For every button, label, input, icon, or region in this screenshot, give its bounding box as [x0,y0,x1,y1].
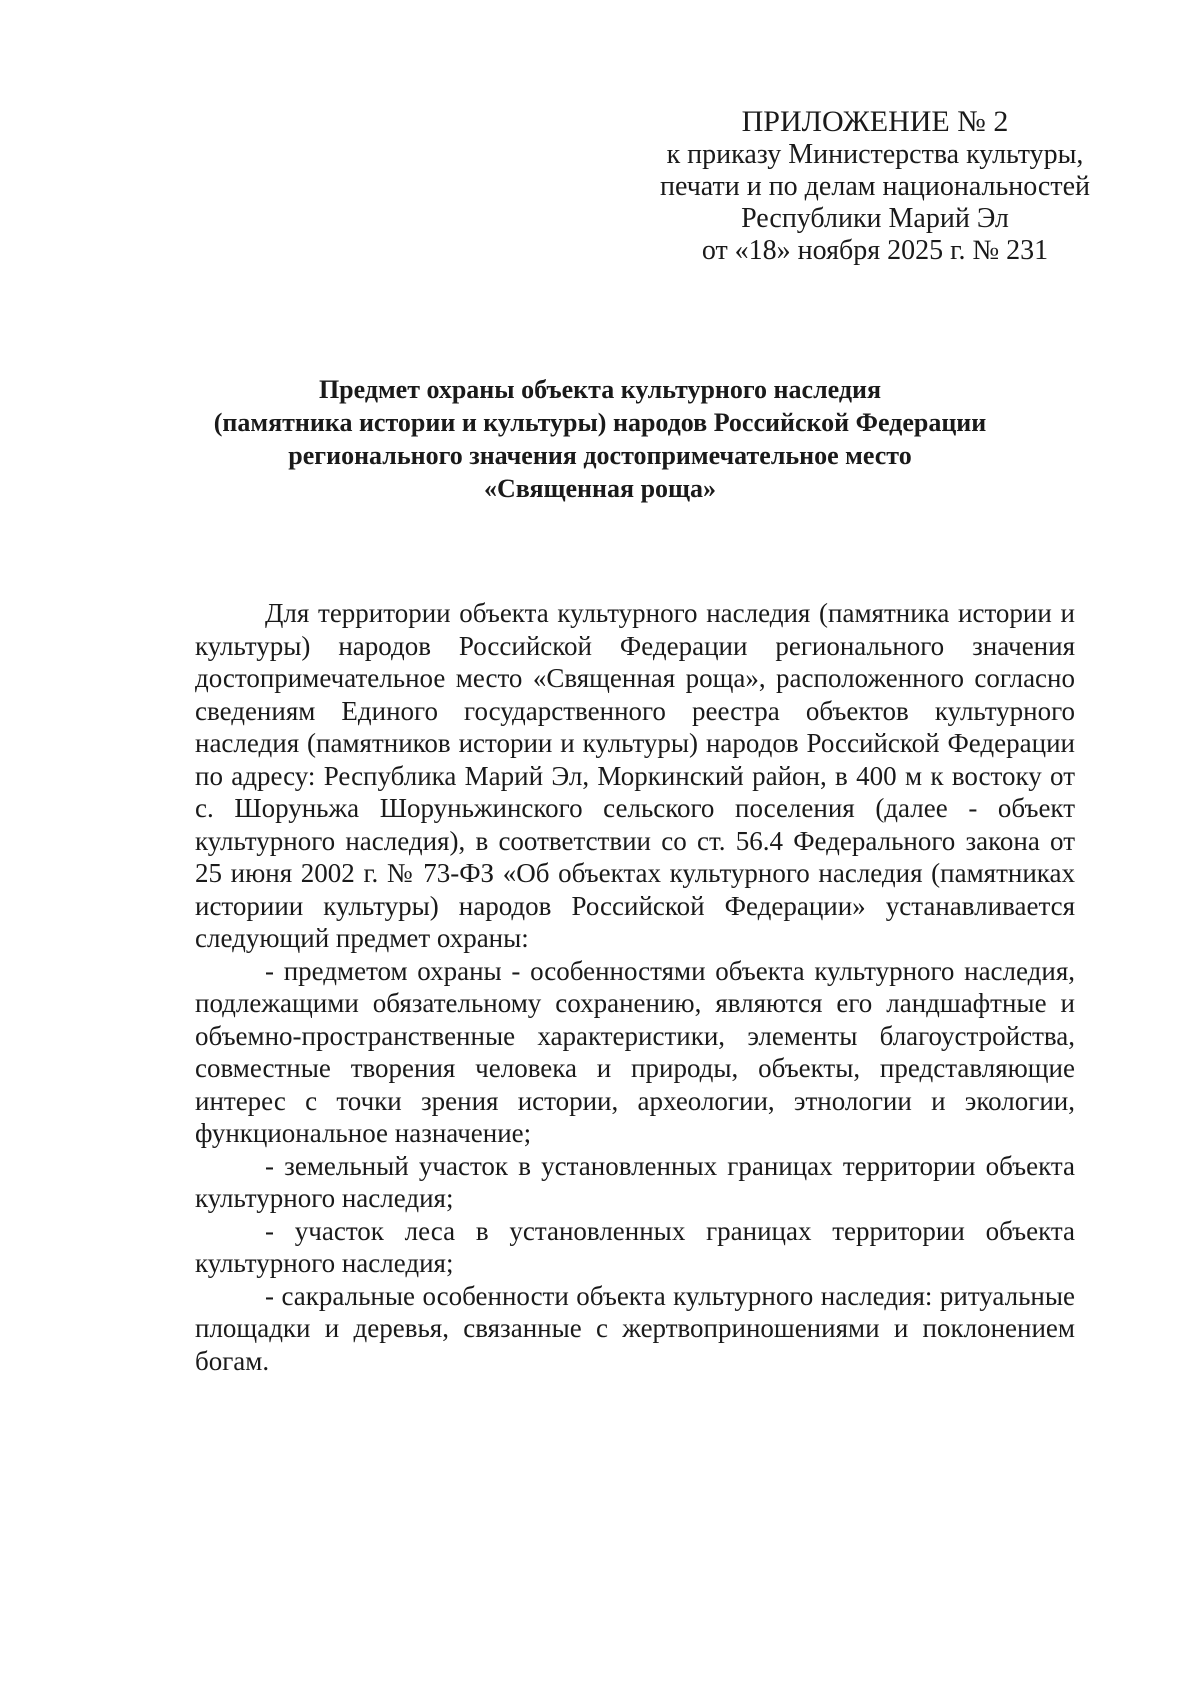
title-line: регионального значения достопримечательное место [288,441,912,470]
appendix-title: ПРИЛОЖЕНИЕ № 2 [741,105,1009,138]
title-line: (памятника истории и культуры) народов Российской Федерации [213,408,987,437]
list-item: - предметом охраны - особенностями объекта культурного наследия, подлежащими обязательному сохранению, являются его ландшафтные и объемно-пространственные характеристики, элементы благоустройства, совместные творения человека и природы, объекты, представляющие интерес с точки зрения истории, археологии, этнологии и экологии, функциональное назначение; [195,955,1075,1148]
document-title [140,373,1060,505]
intro-paragraph: Для территории объекта культурного наследия (памятника истории и культуры) народов Российской Федерации регионального значения достопримечательное место «Священная роща», расположенного согласно сведениям Единого государственного реестра объектов культурного наследия (памятников истории и культуры) народов Российской Федерации по адресу: Республика Марий Эл, Моркинский район, в 400 м к востоку от с. Шоруньжа Шоруньжинского сельского поселения (далее - объект культурного наследия), в соответствии со ст. 56.4 Федерального закона от 25 июня 2002 г. № 73-ФЗ «Об объектах культурного наследия (памятниках историии культуры) народов Российской Федерации» устанавливается следующий предмет охраны: [195,598,1075,953]
appendix-line: к приказу Министерства культуры, [666,139,1084,170]
appendix-line: печати и по делам национальностей [659,171,1091,202]
list-item: - земельный участок в установленных границах территории объекта культурного наследия; [195,1150,1075,1213]
appendix-header [640,105,1110,267]
title-line: «Священная роща» [484,474,716,503]
list-item: - сакральные особенности объекта культурного наследия: ритуальные площадки и деревья, связанные с жертвоприношениями и поклонением богам. [195,1280,1075,1376]
appendix-line: от «18» ноября 2025 г. № 231 [701,235,1049,266]
appendix-line: Республики Марий Эл [741,203,1009,234]
title-line: Предмет охраны объекта культурного наследия [318,375,882,404]
document-body [195,597,1075,1377]
list-item: - участок леса в установленных границах территории объекта культурного наследия; [195,1215,1075,1278]
